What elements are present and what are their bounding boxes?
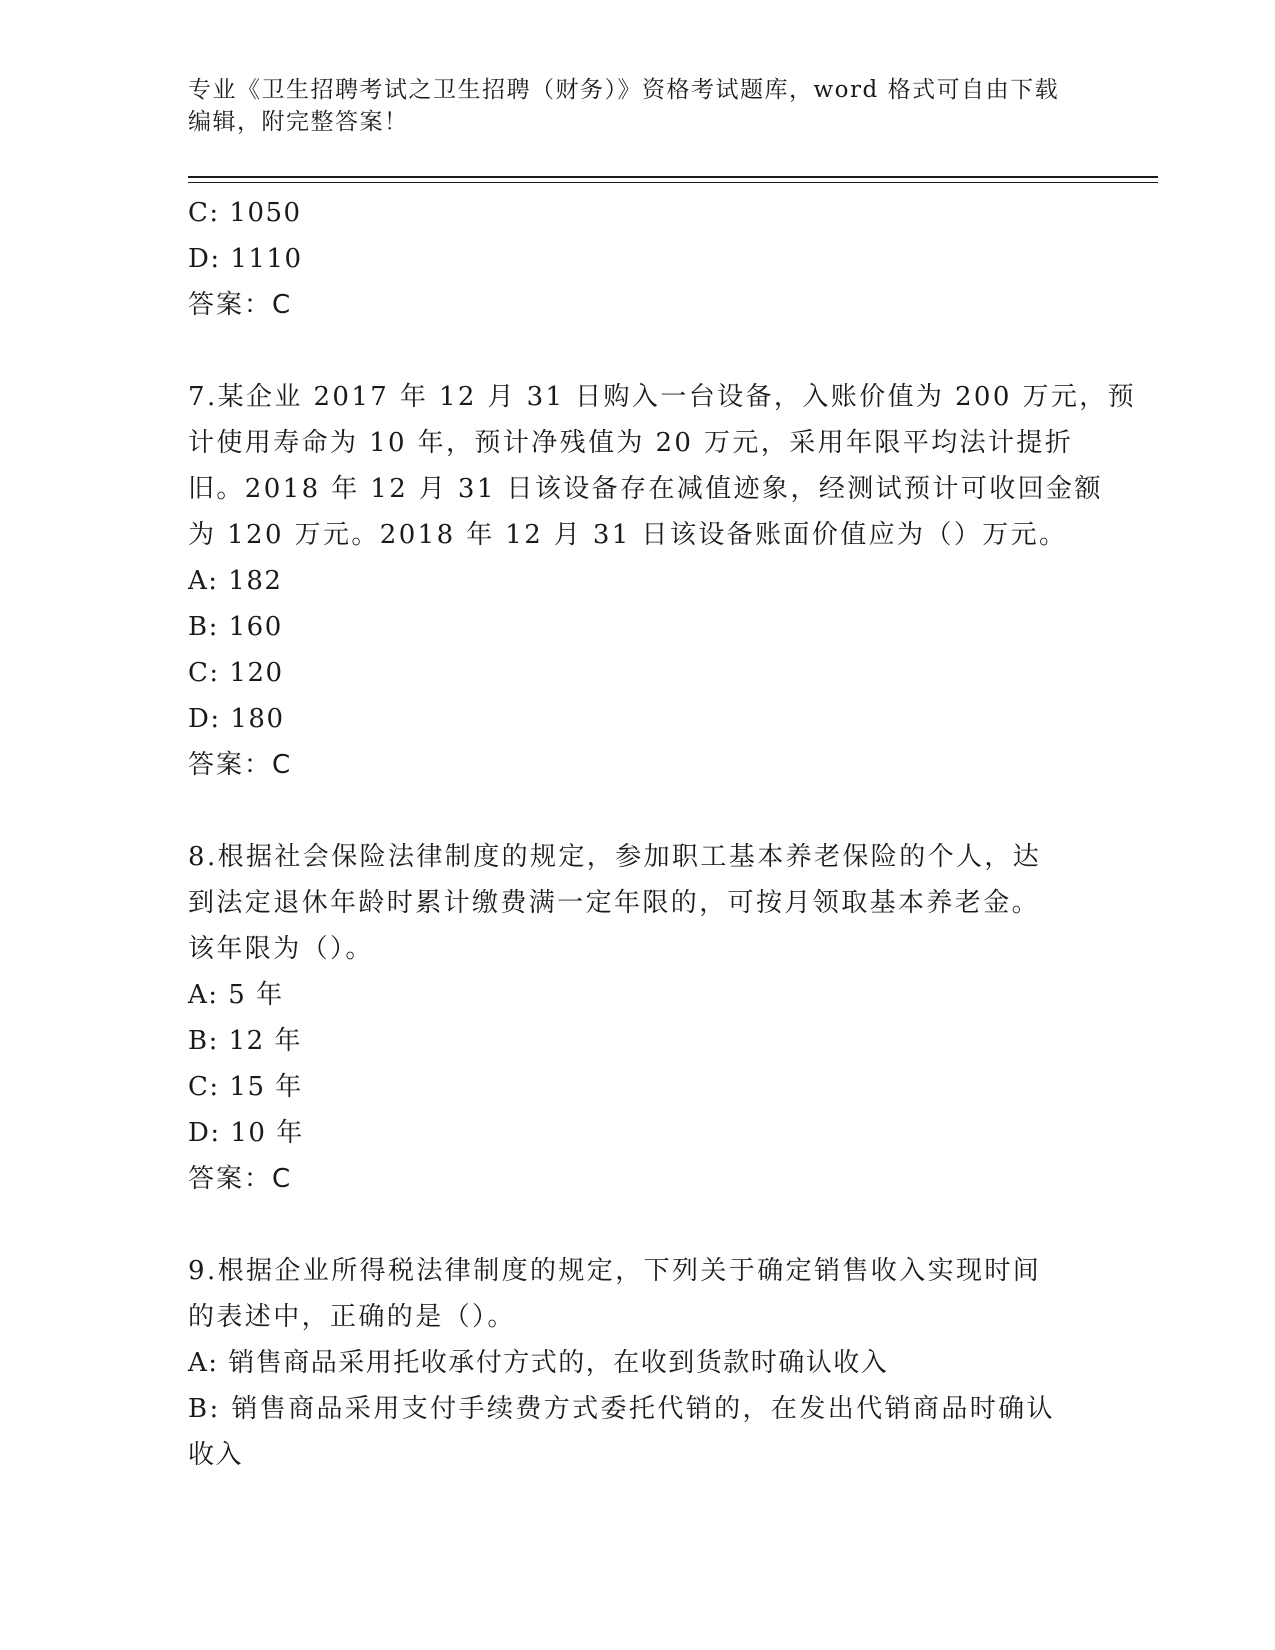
header-line-2: 编辑，附完整答案！	[188, 109, 409, 135]
question-text-line: 计使用寿命为 10 年，预计净残值为 20 万元，采用年限平均法计提折	[188, 428, 1074, 458]
option-b-continued: 收入	[188, 1440, 244, 1470]
question-text-line: 旧。2018 年 12 月 31 日该设备存在减值迹象，经测试预计可收回金额	[188, 474, 1103, 504]
question-text-line: 9.根据企业所得税法律制度的规定，下列关于确定销售收入实现时间	[188, 1256, 1042, 1286]
question-content	[188, 190, 1137, 1478]
option-d: D: 180	[188, 704, 285, 734]
question-text-line: 7.某企业 2017 年 12 月 31 日购入一台设备，入账价值为 200 万元，预	[188, 382, 1137, 412]
question-text-line: 为 120 万元。2018 年 12 月 31 日该设备账面价值应为（）万元。	[188, 520, 1068, 550]
spacer	[188, 788, 1088, 834]
header-divider-thin	[188, 182, 1158, 183]
answer-line: 答案：C	[188, 750, 293, 780]
option-a: A: 182	[188, 566, 283, 596]
option-a: A: 销售商品采用托收承付方式的，在收到货款时确认收入	[188, 1348, 889, 1378]
question-text-line: 到法定退休年龄时累计缴费满一定年限的，可按月领取基本养老金。	[188, 888, 1041, 918]
option-c: C: 15 年	[188, 1072, 303, 1102]
spacer	[188, 328, 1088, 374]
option-b: B: 160	[188, 612, 283, 642]
question-text-line: 该年限为（）。	[188, 934, 374, 964]
option-d: D: 1110	[188, 244, 303, 274]
option-a: A: 5 年	[188, 980, 284, 1010]
question-text-line: 8.根据社会保险法律制度的规定，参加职工基本养老保险的个人，达	[188, 842, 1042, 872]
header-divider-thick	[188, 176, 1158, 178]
option-b: B: 销售商品采用支付手续费方式委托代销的，在发出代销商品时确认	[188, 1394, 1055, 1424]
answer-line: 答案：C	[188, 1164, 293, 1194]
option-b: B: 12 年	[188, 1026, 302, 1056]
header-line-1: 专业《卫生招聘考试之卫生招聘（财务）》资格考试题库，word 格式可自由下载	[188, 77, 1060, 103]
question-7	[188, 374, 1137, 788]
option-c: C: 1050	[188, 198, 302, 228]
prev-question-block	[188, 190, 1088, 328]
question-9	[188, 1248, 1088, 1478]
option-d: D: 10 年	[188, 1118, 304, 1148]
option-c: C: 120	[188, 658, 284, 688]
question-8	[188, 834, 1088, 1202]
document-header	[188, 74, 1088, 138]
question-text-line: 的表述中，正确的是（）。	[188, 1302, 516, 1332]
answer-line: 答案：C	[188, 290, 293, 320]
spacer	[188, 1202, 1088, 1248]
